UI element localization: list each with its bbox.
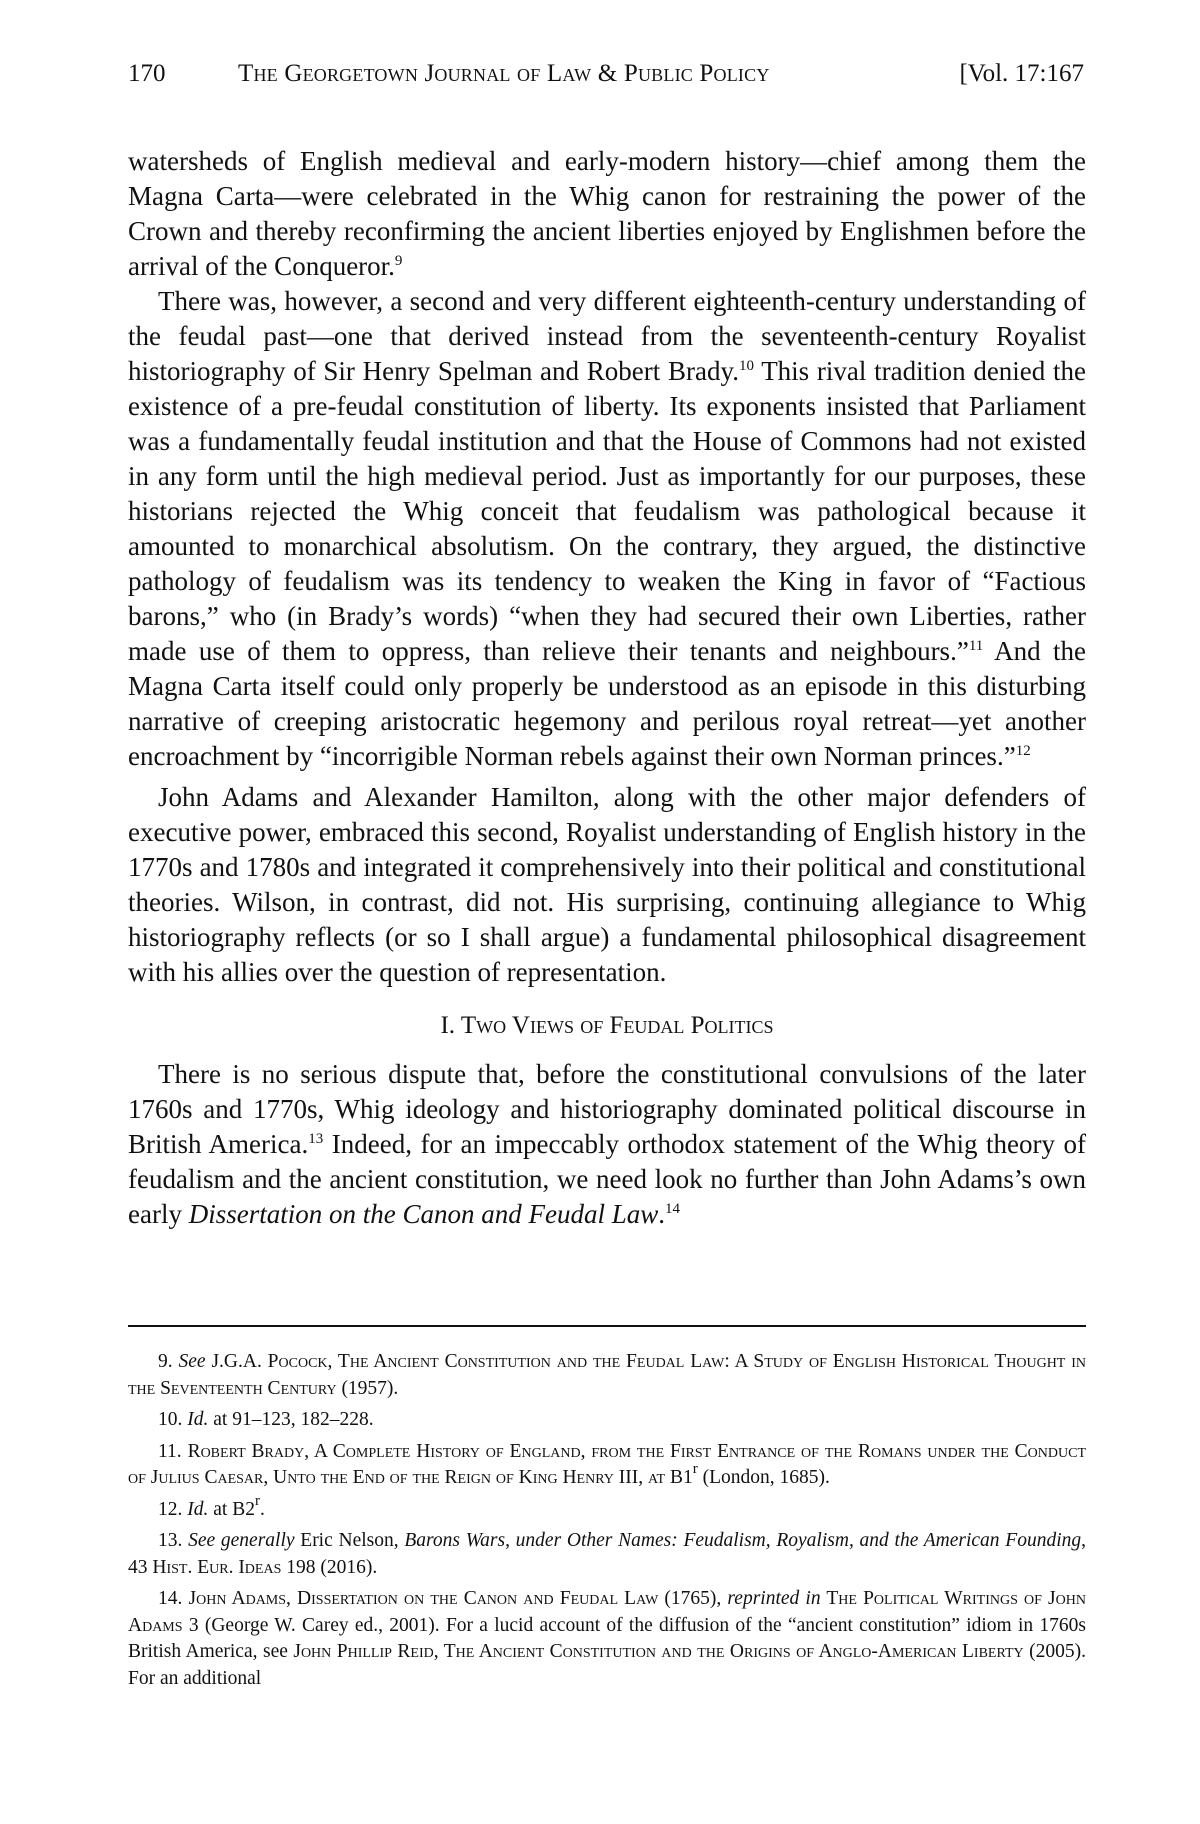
footnote-12-sup: r [254, 1492, 260, 1509]
footnote-11-text: Robert Brady, A Complete History of England, from the First Entrance of the Romans under the Conduct of Julius Caesar, Unto the End of the Reign of King Henry III, at B1 [128, 1440, 1086, 1488]
footnote-14-text-c: The Political Writings of John Adams [128, 1588, 1086, 1636]
footnote-11-number: 11. [158, 1440, 182, 1462]
page-number: 170 [128, 60, 166, 87]
footnote-13-cite: , 43 Hist. Eur. Ideas 198 (2016). [128, 1530, 1086, 1578]
paragraph-3: John Adams and Alexander Hamilton, along with the other major defenders of executive power, embraced this second, Royalist understanding of English history in the 1770s and 1780s and integrated it comprehensively into their political and constitutional theories. Wilson, in contrast, did not. His surprising, continuing allegiance to Whig historiography reflects (or so I shall argue) a fundamental philosophical disagreement with his allies over the question of representation. [128, 782, 1086, 987]
footnotes [128, 1349, 1086, 1697]
footnote-14-number: 14. [158, 1588, 183, 1609]
paragraph-4-end: . [658, 1199, 665, 1229]
footnote-9-number: 9. [158, 1351, 173, 1372]
footnote-9-signal: See [178, 1351, 206, 1372]
running-header [128, 56, 1086, 92]
footnote-14-reprinted: reprinted in [727, 1588, 821, 1609]
body-text [128, 144, 1086, 1232]
paragraph-2-text-b: This rival tradition denied the existence of a pre-feudal constitution of liberty. Its exponents insisted that Parliament was a fundamentally feudal institution and that the House of Commons had not existed in any form until the high medieval period. Just as importantly for our purposes, these historians rejected the Whig conceit that feudalism was pathological because it amounted to monarchical absolutism. On the contrary, they argued, the distinctive pathology of feudalism was its tendency to weaken the King in favor of “Factious barons,” who (in Brady’s words) “when they had secured their own Liberties, rather made use of them to oppress, than relieve their tenants and neighbours.” [128, 356, 1086, 666]
footnote-ref-11[interactable]: 11 [968, 638, 984, 654]
footnote-14-text-f: (2005). For an additional [128, 1641, 1086, 1689]
footnote-13-signal: See generally [188, 1530, 295, 1551]
paragraph-2-text-c: And the Magna Carta itself could only properly be understood as an episode in this disturbing narrative of creeping aristocratic hegemony and perilous royal retreat—yet another encroachment by “incorrigible Norman rebels against their own Norman princes.” [128, 636, 1086, 771]
footnote-13 [128, 1528, 1086, 1581]
paragraph-2-text-a: There was, however, a second and very different eighteenth-century understanding of the feudal past—one that derived instead from the seventeenth-century Royalist historiography of Sir Henry Spelman and Robert Brady. [128, 286, 1086, 386]
footnote-13-author: Eric Nelson, [294, 1530, 405, 1551]
footnote-10-id: Id. [187, 1409, 209, 1430]
footnote-14 [128, 1586, 1086, 1692]
footnote-12-tail: . [259, 1498, 265, 1520]
footnote-13-title: Barons Wars, under Other Names: Feudalism, Royalism, and the American Founding [404, 1530, 1082, 1551]
footnote-10-number: 10. [158, 1409, 183, 1430]
footnote-ref-12[interactable]: 12 [1015, 743, 1031, 759]
section-heading: I. Two Views of Feudal Politics [440, 1012, 774, 1039]
footnote-11 [128, 1439, 1086, 1492]
footnote-11-sup: r [692, 1461, 698, 1477]
footnote-10-text: at 91–123, 182–228. [208, 1409, 374, 1430]
footnote-9-text: J.G.A. Pocock, The Ancient Constitution and the Feudal Law: A Study of English Historical Thought in the Seventeenth Century (1957). [128, 1351, 1087, 1399]
paragraph-1 [128, 144, 1086, 284]
footnote-14-text-e: John Phillip Reid, The Ancient Constitution and the Origins of Anglo-American Liberty [293, 1641, 1024, 1662]
footnote-12-text: at B2 [208, 1498, 255, 1520]
volume-citation: [Vol. 17:167 [959, 60, 1084, 87]
footnote-11-tail: (London, 1685). [697, 1467, 830, 1488]
paragraph-4-text-b: Indeed, for an impeccably orthodox statement of the Whig theory of feudalism and the ancient constitution, we need look no further than John Adams’s own early [128, 1129, 1087, 1229]
footnote-12 [128, 1492, 1086, 1524]
footnote-14-text-d: 3 (George W. Carey ed., 2001). For a lucid account of the diffusion of the “ancient constitution” idiom in 1760s British America, see [128, 1614, 1086, 1662]
journal-title: The Georgetown Journal of Law & Public Policy [238, 60, 770, 87]
footnote-ref-10[interactable]: 10 [738, 358, 754, 374]
footnote-12-number: 12. [158, 1498, 183, 1520]
dissertation-title: Dissertation on the Canon and Feudal Law [188, 1199, 659, 1229]
footnote-13-number: 13. [158, 1530, 183, 1551]
footnote-ref-13[interactable]: 13 [308, 1131, 324, 1147]
footnote-10 [128, 1407, 1086, 1434]
footnote-9 [128, 1349, 1086, 1402]
footnote-12-id: Id. [187, 1498, 209, 1520]
paragraph-4-text-a: There is no serious dispute that, before the constitutional convulsions of the later 1760s and 1770s, Whig ideology and historiography dominated political discourse in British America. [128, 1059, 1086, 1159]
footnote-ref-14[interactable]: 14 [664, 1201, 680, 1217]
paragraph-1-text: watersheds of English medieval and early-modern history—chief among them the Magna Carta—were celebrated in the Whig canon for restraining the power of the Crown and thereby reconfirming the ancient liberties enjoyed by Englishmen before the arrival of the Conqueror. [128, 146, 1086, 281]
footnote-14-text-a: John Adams, Dissertation on the Canon and Feudal Law [188, 1588, 659, 1609]
footnote-divider [128, 1325, 1086, 1327]
footnote-14-text-b: (1765), [658, 1588, 728, 1609]
paragraph-2 [128, 284, 1086, 774]
footnote-ref-9[interactable]: 9 [394, 253, 403, 269]
paragraph-4 [128, 1057, 1086, 1232]
